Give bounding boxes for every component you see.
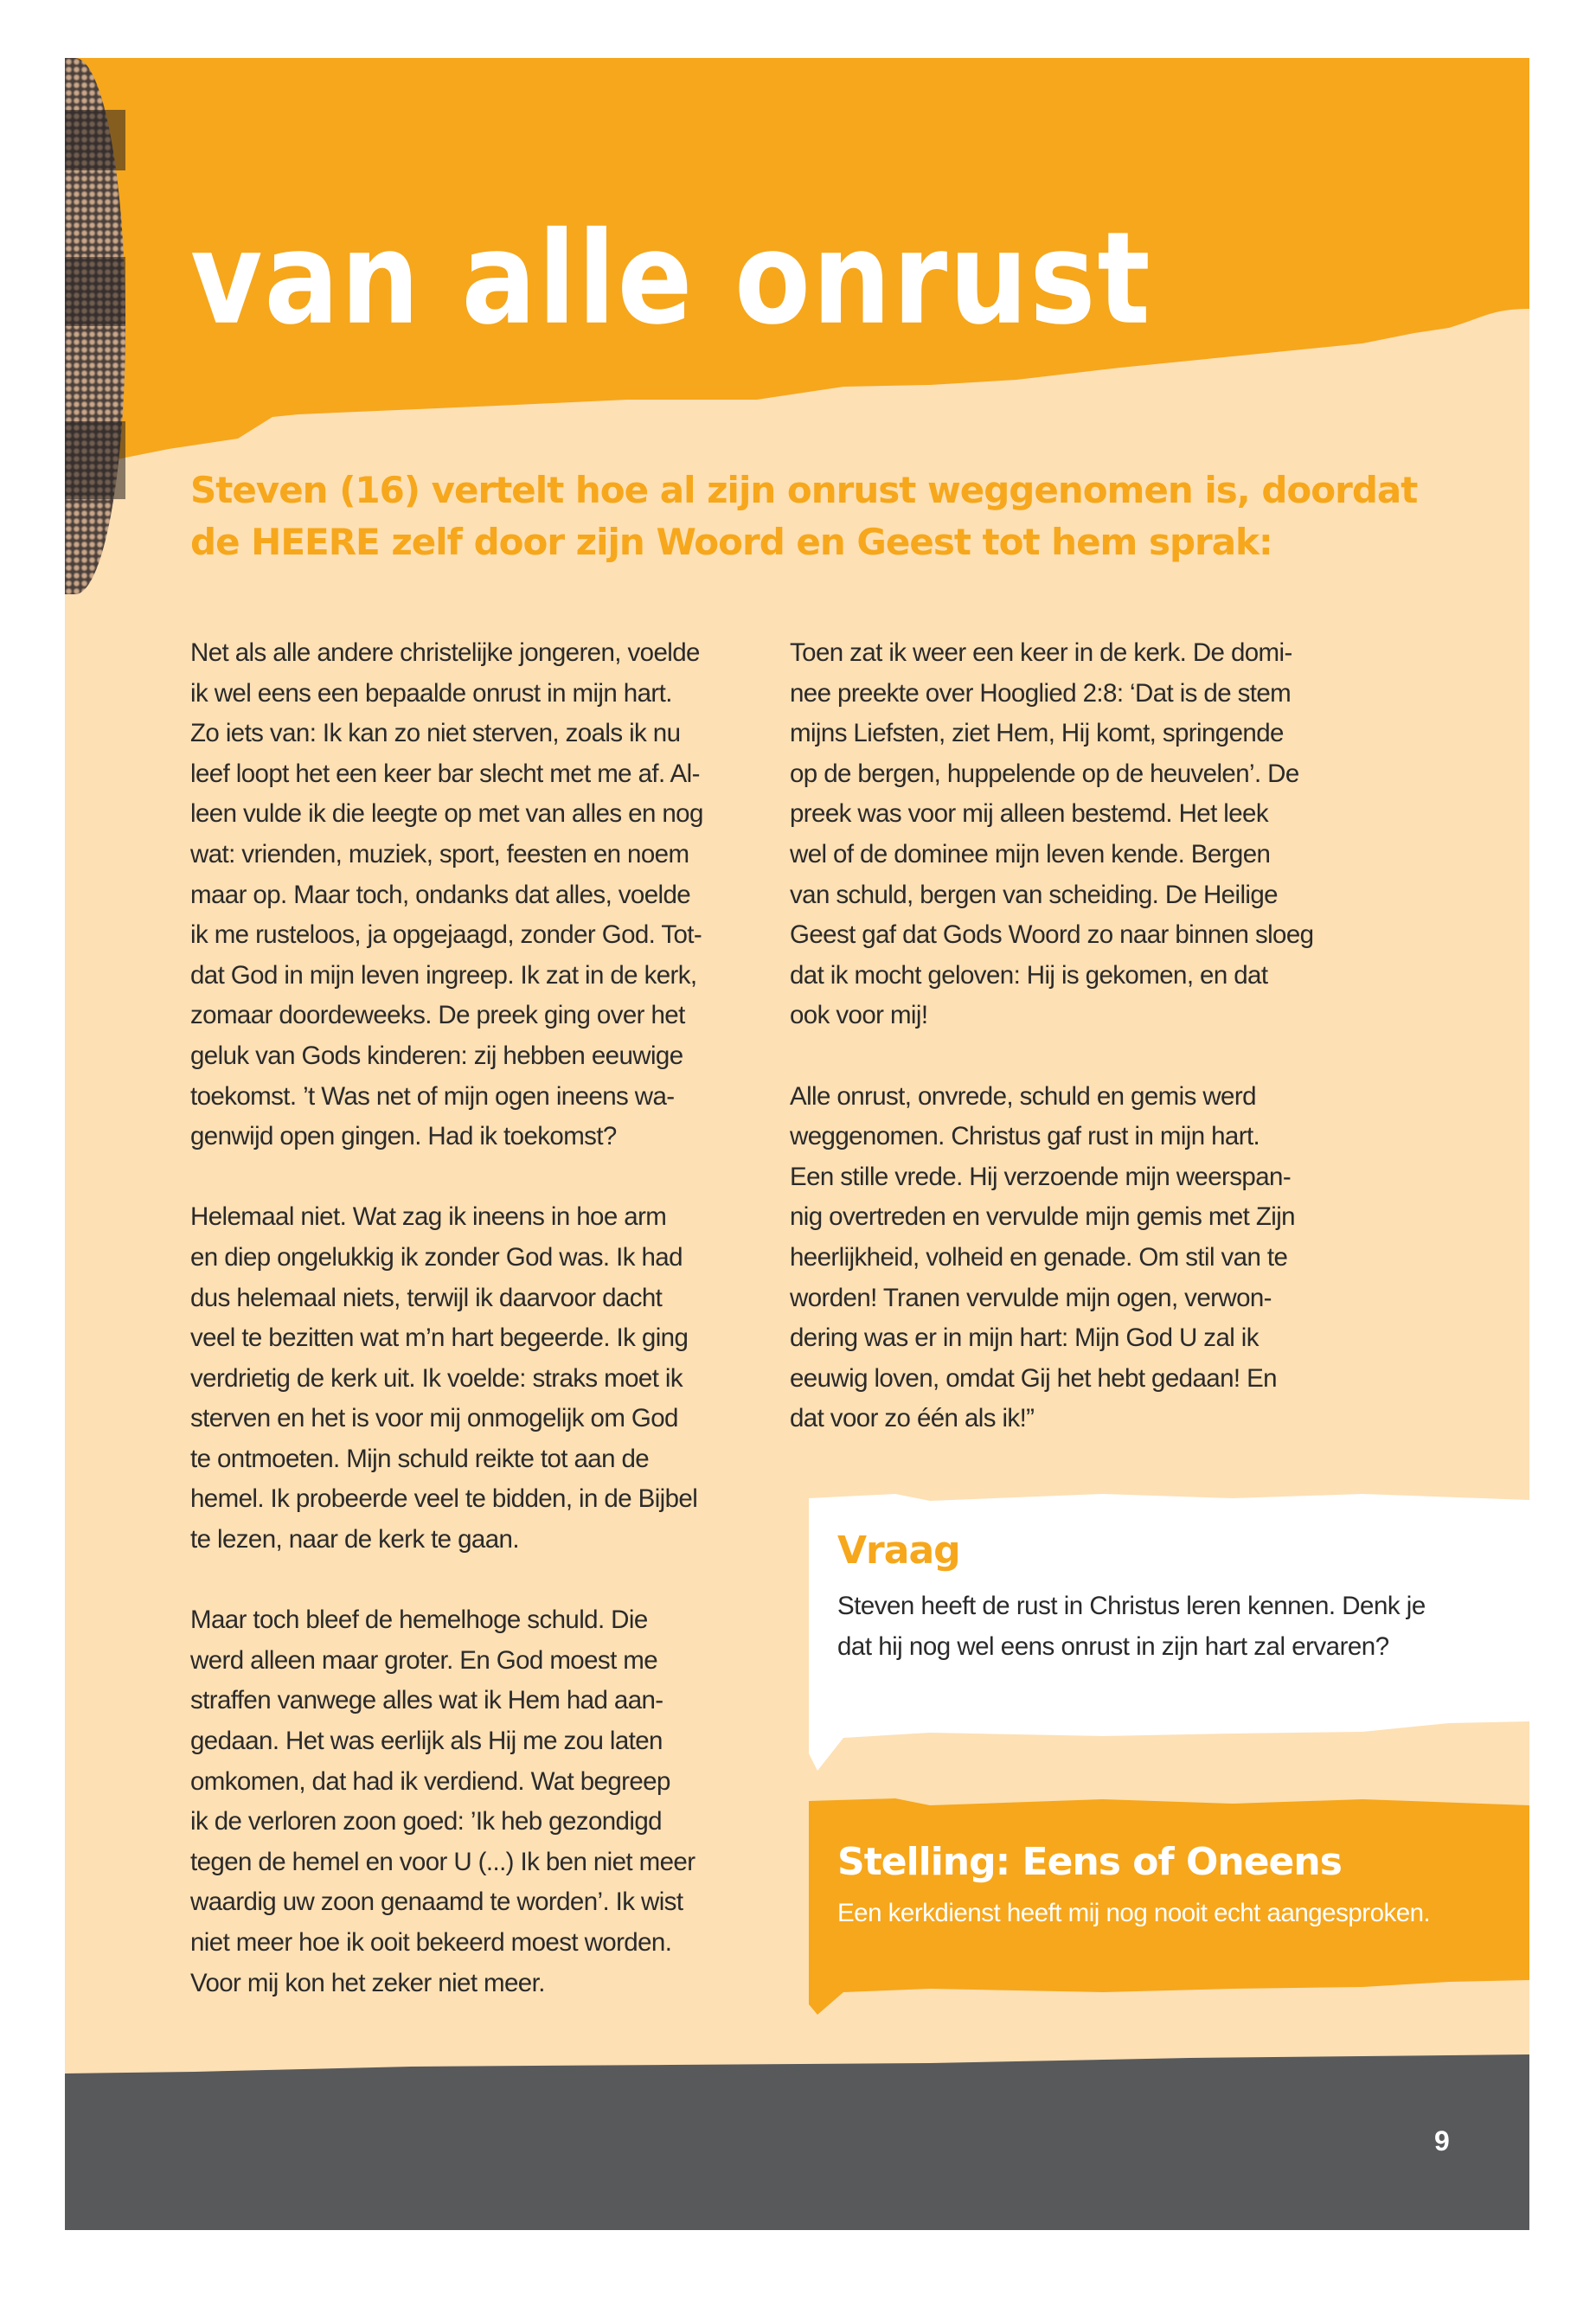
article-line: Toen zat ik weer een keer in de kerk. De domi- [790,638,1292,667]
article-line: preek was voor mij alleen bestemd. Het leek [790,799,1268,829]
article-line: mijns Liefsten, ziet Hem, Hij komt, springende [790,719,1284,748]
statement-text: Een kerkdienst heeft mij nog nooit echt aangesproken. [837,1899,1431,1927]
question-text [837,1586,1426,1667]
question-title: Vraag [837,1529,960,1573]
article-line: zomaar doordeweeks. De preek ging over het [190,1001,685,1030]
paragraph-gap [790,1036,1313,1077]
article-line: tegen de hemel en voor U (...) Ik ben niet meer [190,1847,695,1876]
article-line: dat ik mocht geloven: Hij is gekomen, en dat [790,960,1268,990]
article-left-column [190,633,703,2003]
article-line: ik me rusteloos, ja opgejaagd, zonder God. Tot- [190,920,702,950]
article-line: leen vulde ik die leegte op met van alles en nog [190,799,703,829]
article-line: Alle onrust, onvrede, schuld en gemis werd [790,1081,1256,1111]
article-line: weggenomen. Christus gaf rust in mijn hart. [790,1122,1260,1151]
article-line: straffen vanwege alles wat ik Hem had aan- [190,1686,663,1715]
magazine-page [65,58,1529,2230]
article-line: dus helemaal niets, terwijl ik daarvoor dacht [190,1283,663,1312]
article-line: Net als alle andere christelijke jongeren, voelde [190,638,700,667]
article-line: dat God in mijn leven ingreep. Ik zat in de kerk, [190,960,697,990]
article-line: ook voor mij! [790,1001,928,1030]
snake-pattern-band [65,257,125,326]
article-line: veel te bezitten wat m’n hart begeerde. Ik ging [190,1324,689,1353]
article-line: en diep ongelukkig ik zonder God was. Ik had [190,1242,683,1272]
article-right-column [790,633,1313,1439]
article-line: sterven en het is voor mij onmogelijk om God [190,1404,678,1433]
article-line: waardig uw zoon genaamd te worden’. Ik wist [190,1888,683,1917]
article-line: Geest gaf dat Gods Woord zo naar binnen sloeg [790,920,1314,950]
question-line: dat hij nog wel eens onrust in zijn hart zal ervaren? [837,1631,1389,1661]
article-line: van schuld, bergen van scheiding. De Heilige [790,880,1278,909]
article-line: werd alleen maar groter. En God moest me [190,1645,658,1675]
article-line: wat: vrienden, muziek, sport, feesten en noem [190,839,689,868]
article-line: maar op. Maar toch, ondanks dat alles, voelde [190,880,691,909]
intro-subtitle [190,465,1417,568]
page-number: 9 [1434,2125,1450,2157]
article-line: dat voor zo één als ik!” [790,1404,1035,1433]
article-line: ik wel eens een bepaalde onrust in mijn hart. [190,678,672,708]
subtitle-line: Steven (16) vertelt hoe al zijn onrust weggenomen is, doordat [190,469,1418,511]
article-line: te ontmoeten. Mijn schuld reikte tot aan de [190,1444,650,1473]
article-line: Zo iets van: Ik kan zo niet sterven, zoals ik nu [190,719,681,748]
article-line: Maar toch bleef de hemelhoge schuld. Die [190,1606,648,1635]
paragraph-gap [190,1561,703,1601]
article-line: verdrietig de kerk uit. Ik voelde: straks moet ik [190,1363,683,1393]
question-line: Steven heeft de rust in Christus leren kennen. Denk je [837,1592,1426,1620]
snake-pattern-band [65,110,125,170]
article-line: niet meer hoe ik ooit bekeerd moest worden. [190,1928,672,1957]
article-line: te lezen, naar de kerk te gaan. [190,1525,519,1554]
subtitle-line: de HEERE zelf door zijn Woord en Geest tot hem sprak: [190,521,1272,563]
article-line: nig overtreden en vervulde mijn gemis met Zijn [790,1202,1295,1232]
article-line: toekomst. ’t Was net of mijn ogen ineens wa- [190,1081,675,1111]
article-line: worden! Tranen vervulde mijn ogen, verwon- [790,1283,1272,1312]
article-line: gedaan. Het was eerlijk als Hij me zou laten [190,1727,663,1756]
paragraph-gap [190,1157,703,1198]
page-title: van alle onrust [190,205,1152,354]
article-line: heerlijkheid, volheid en genade. Om stil van te [790,1242,1288,1272]
footer-gray-band [65,2054,1529,2230]
snake-pattern-band [65,421,125,499]
article-line: eeuwig loven, omdat Gij het hebt gedaan! En [790,1363,1277,1393]
statement-title: Stelling: Eens of Oneens [837,1840,1342,1884]
article-line: ik de verloren zoon goed: ’Ik heb gezondigd [190,1807,662,1836]
article-line: genwijd open gingen. Had ik toekomst? [190,1122,617,1151]
article-line: Helemaal niet. Wat zag ik ineens in hoe arm [190,1202,667,1232]
article-line: geluk van Gods kinderen: zij hebben eeuwige [190,1041,683,1070]
article-line: leef loopt het een keer bar slecht met me af. Al- [190,759,700,788]
article-line: wel of de dominee mijn leven kende. Bergen [790,839,1271,868]
article-line: omkomen, dat had ik verdiend. Wat begreep [190,1766,670,1796]
article-line: Voor mij kon het zeker niet meer. [190,1968,545,1997]
article-line: hemel. Ik probeerde veel te bidden, in de Bijbel [190,1484,698,1514]
article-line: Een stille vrede. Hij verzoende mijn weerspan- [790,1162,1292,1191]
article-line: dering was er in mijn hart: Mijn God U zal ik [790,1324,1259,1353]
article-line: op de bergen, huppelende op de heuvelen’. De [790,759,1299,788]
article-line: nee preekte over Hooglied 2:8: ‘Dat is de stem [790,678,1292,708]
